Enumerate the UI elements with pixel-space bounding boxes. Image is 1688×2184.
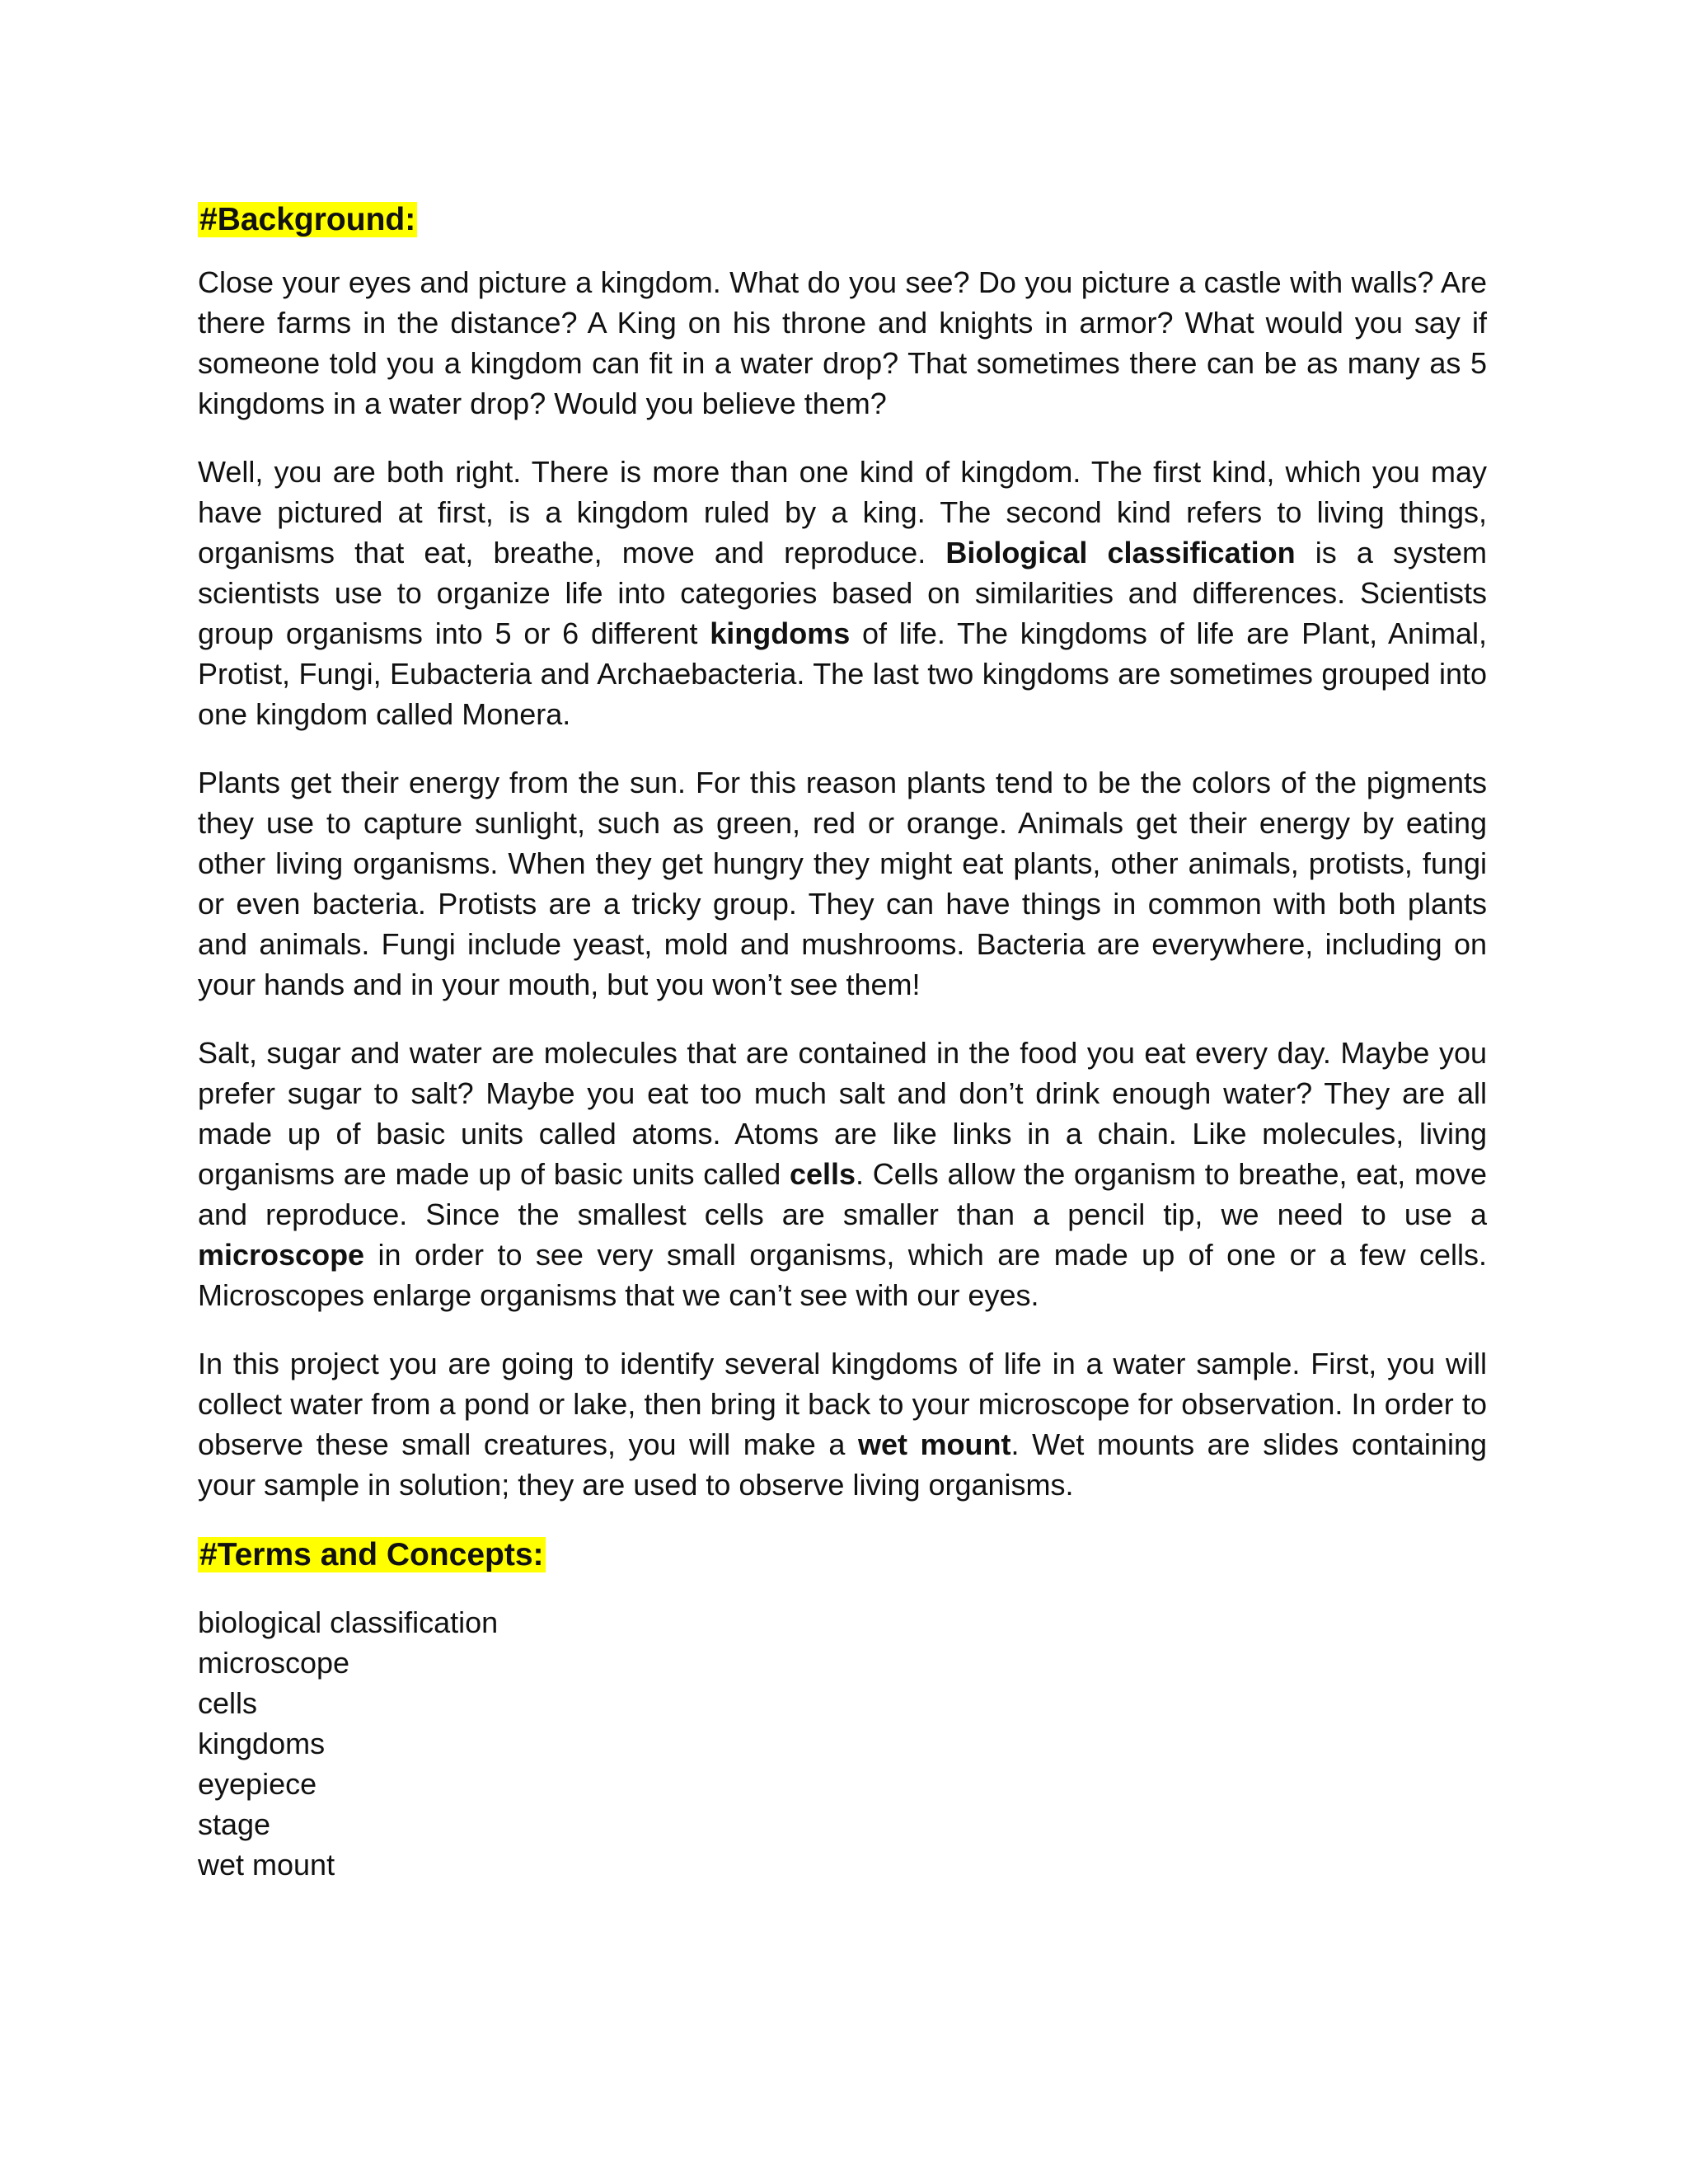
text-run: Plants get their energy from the sun. For this reason plants tend to be the colors of the pigments they use to capture sunlight, such as green, red or orange. Animals get their energy by eating other living organisms. When they get hungry they might eat plants, other animals, protists, fungi or even bacteria. Protists are a tricky group. They can have things in common with both plants and animals. Fungi include yeast, mold and mushrooms. Bacteria are everywhere, including on your hands and in your mouth, but you won’t see them! — [198, 766, 1487, 1001]
text-run: . Wet mounts are slides containing your sample in solution; they are used to observe living organisms. — [198, 1427, 1487, 1502]
background-section — [198, 262, 1487, 1505]
text-run: in order to see very small organisms, which are made up of one or a few cells. Microscopes enlarge organisms that we can’t see with our eyes. — [198, 1238, 1487, 1312]
document-page — [198, 198, 1487, 1885]
term-item: biological classification — [198, 1605, 499, 1639]
text-run: of life. The kingdoms of life are Plant, Animal, Protist, Fungi, Eubacteria and Archaebacteria. The last two kingdoms are sometimes grouped into one kingdom called Monera. — [198, 616, 1488, 731]
paragraph — [198, 452, 1487, 734]
paragraph — [198, 262, 1487, 424]
text-run: In this project you are going to identify several kingdoms of life in a water sample. First, you will collect water from a pond or lake, then bring it back to your microscope for observation. In order to observe these small creatures, you will make a — [198, 1347, 1487, 1461]
term-item: wet mount — [198, 1848, 335, 1882]
background-heading — [198, 198, 1487, 242]
term-item: cells — [198, 1686, 258, 1720]
paragraph — [198, 1033, 1487, 1315]
terms-heading — [198, 1533, 1487, 1577]
bold-term: kingdoms — [710, 616, 851, 650]
bold-term: Biological classification — [945, 536, 1296, 569]
bold-term: cells — [789, 1157, 856, 1191]
term-item: stage — [198, 1807, 271, 1841]
text-run: Close your eyes and picture a kingdom. What do you see? Do you picture a castle with walls? Are there farms in the distance? A King on his throne and knights in armor? What would you say if someone told you a kingdom can fit in a water drop? That sometimes there can be as many as 5 kingdoms in a water drop? Would you believe them? — [198, 265, 1487, 420]
background-heading-highlight: #Background: — [199, 202, 416, 237]
text-run: is a system scientists use to organize life into categories based on similarities and differences. Scientists group organisms into 5 or 6 different — [198, 536, 1487, 650]
bold-term: microscope — [198, 1238, 365, 1272]
paragraph — [198, 1343, 1487, 1505]
terms-heading-highlight: #Terms and Concepts: — [199, 1537, 544, 1572]
term-item: eyepiece — [198, 1767, 317, 1801]
bold-term: wet mount — [857, 1427, 1011, 1461]
paragraph — [198, 762, 1487, 1005]
text-run: . Cells allow the organism to breathe, eat, move and reproduce. Since the smallest cells are smaller than a pencil tip, we need to use a — [198, 1157, 1487, 1231]
term-item: microscope — [198, 1646, 350, 1680]
text-run: Well, you are both right. There is more than one kind of kingdom. The first kind, which you may have pictured at first, is a kingdom ruled by a king. The second kind refers to living things, organisms that eat, breathe, move and reproduce. — [198, 455, 1487, 569]
terms-list — [198, 1602, 1487, 1885]
text-run: Salt, sugar and water are molecules that are contained in the food you eat every day. Maybe you prefer sugar to salt? Maybe you eat too much salt and don’t drink enough water? They are all made up of basic units called atoms. Atoms are like links in a chain. Like molecules, living organisms are made up of basic units called — [198, 1036, 1487, 1191]
term-item: kingdoms — [198, 1727, 326, 1760]
